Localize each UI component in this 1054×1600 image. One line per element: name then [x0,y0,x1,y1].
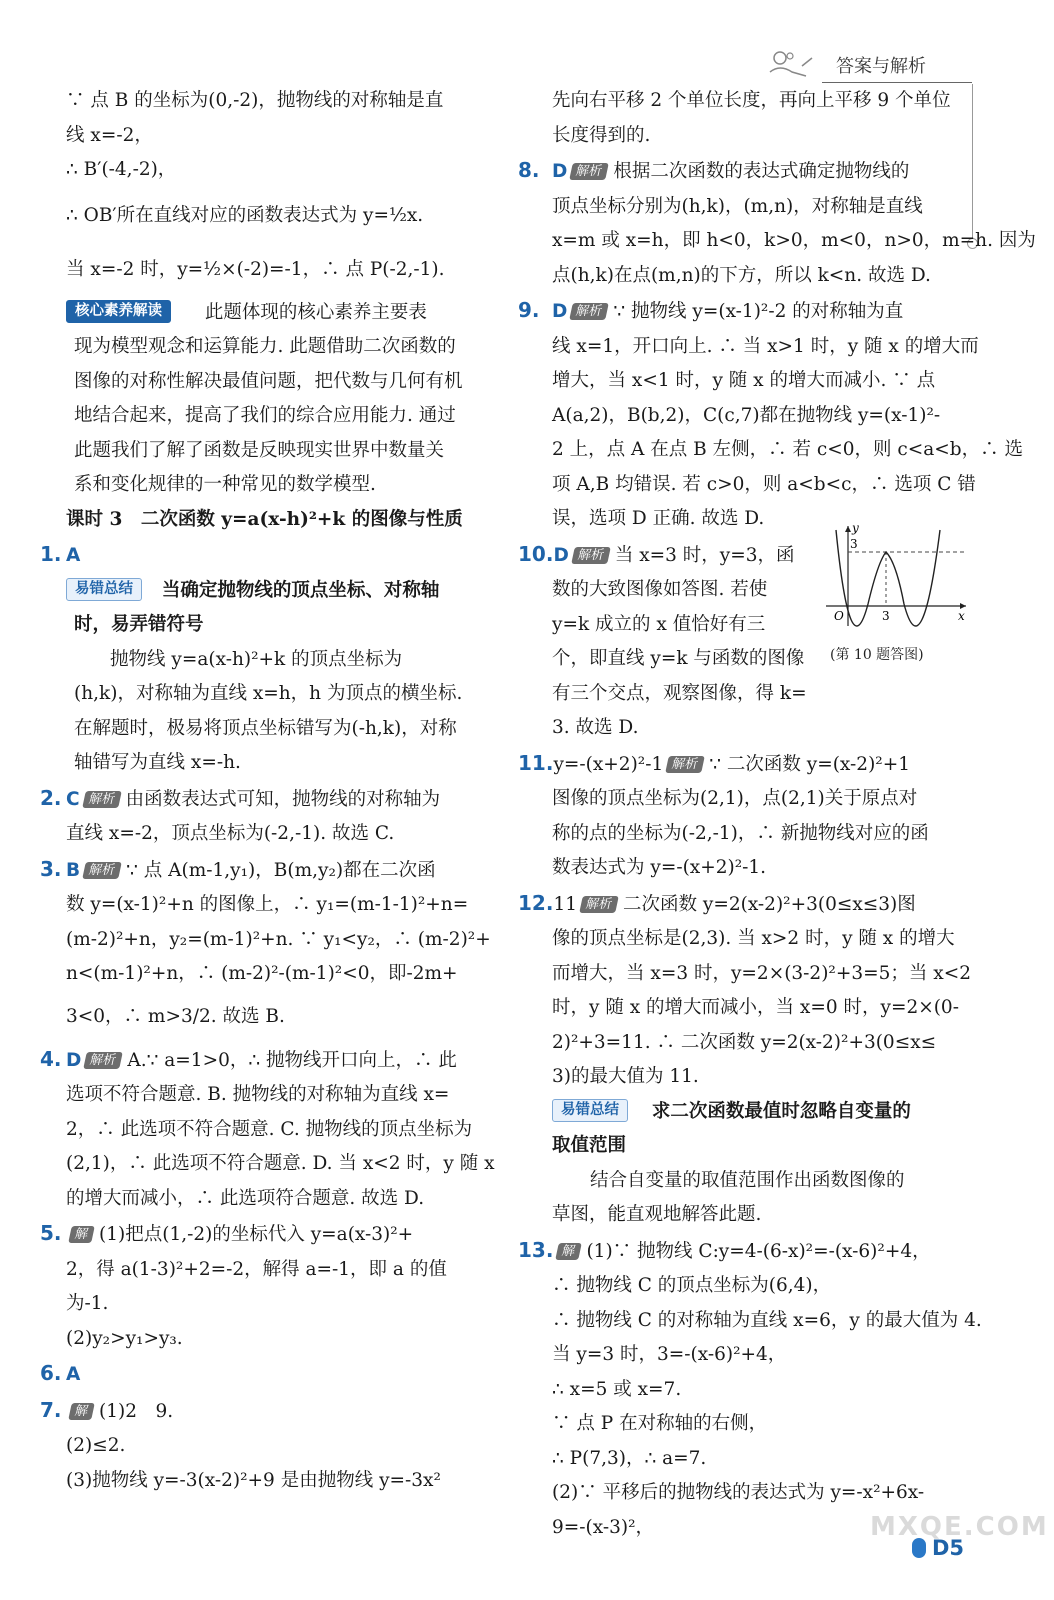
text-line: (2)∵ 平移后的抛物线的表达式为 y=-x²+6x- [552,1482,925,1503]
text-line: A.∵ a=1>0，∴ 抛物线开口向上，∴ 此 [127,1049,457,1071]
mistake-title: 时，易弄错符号 [74,614,204,635]
text-line: 点(h,k)在点(m,n)的下方，所以 k<n. 故选 D. [552,264,931,286]
analysis-tag: 解析 [571,547,611,564]
mistake-title: 求二次函数最值时忽略自变量的 [651,1100,911,1122]
question-number: 13. [518,1237,554,1262]
answer-choice: D [553,544,569,566]
answer-item-6 [40,1356,502,1393]
text-line: 线 x=1，开口向上. ∴ 当 x>1 时，y 随 x 的增大而 [552,335,979,357]
mistake-title: 当确定抛物线的顶点坐标、对称轴 [161,579,440,601]
analysis-tag: 解析 [665,756,705,773]
text-line: 图像的对称性解决最值问题，把代数与几何有机 [74,370,463,392]
text-line: 2 上，点 A 在点 B 左侧，∴ 若 c<0，则 c<a<b，∴ 选 [552,439,1024,460]
text-line: ∵ 点 B 的坐标为(0,-2)，抛物线的对称轴是直 [66,90,444,111]
answer-item-8 [518,153,968,190]
text-line: 抛物线 y=a(x-h)²+k 的顶点坐标为 [110,648,403,670]
text-line: 草图，能直观地解答此题. [552,1204,762,1225]
question-number: 10. [518,541,554,566]
text-line: 当 x=3 时，y=3，函 [614,544,795,566]
text-line: 图像的顶点坐标为(2,1)，点(2,1)关于原点对 [552,788,918,809]
text-line: ∵ 抛物线 y=(x-1)²-2 的对称轴为直 [613,301,904,322]
text-line: y=k 成立的 x 值恰好有三 [552,613,766,635]
text-line: ∵ 点 A(m-1,y₁)，B(m,y₂)都在二次函 [126,859,436,881]
mistake-summary [40,574,502,609]
answer-value: y=-(x+2)²-1 [553,753,664,775]
answer-choice: D [552,161,568,182]
text-line: 当 x=-2 时，y=½×(-2)=-1，∴ 点 P(-2,-1). [66,258,445,280]
text-line: (2)≤2. [66,1435,126,1456]
text-line: 像的顶点坐标是(2,3). 当 x>2 时，y 随 x 的增大 [552,928,955,949]
header-rule [822,82,972,83]
text-line: 增大，当 x<1 时，y 随 x 的增大而减小. ∵ 点 [552,370,936,391]
q10-figure-caption: (第 10 题答图) [830,647,924,663]
analysis-tag: 解析 [570,163,610,180]
solution-tag: 解 [68,1226,95,1243]
text-line: 而增大，当 x=3 时，y=2×(3-2)²+3=5；当 x<2 [552,962,971,984]
text-line: 顶点坐标分别为(h,k)，(m,n)，对称轴是直线 [552,195,923,217]
answer-item-2 [40,781,502,818]
text-line: 直线 x=-2，顶点坐标为(-2,-1). 故选 C. [66,823,395,844]
answer-item-4 [40,1042,502,1079]
origin-label: O [834,609,844,623]
mistake-title: 取值范围 [552,1135,627,1156]
answer-choice: D [66,1049,82,1071]
text-line: 由函数表达式可知，抛物线的对称轴为 [125,788,441,810]
answer-choice: C [66,788,80,810]
text-line: 误，选项 D 正确. 故选 D. [552,508,765,529]
answer-item-9 [518,293,968,330]
text-line: 数 y=(x-1)²+n 的图像上，∴ y₁=(m-1-1)²+n= [66,894,469,915]
answer-choice: D [552,301,568,322]
left-column [40,84,502,1498]
text-line: (m-2)²+n，y₂=(m-1)²+n. ∵ y₁<y₂，∴ (m-2)²+ [66,928,491,950]
answer-choice: B [66,859,81,881]
text-line: 地结合起来，提高了我们的综合应用能力. 通过 [74,405,456,426]
question-number: 12. [518,890,554,915]
text-line: 根据二次函数的表达式确定抛物线的 [613,161,910,182]
text-line: ∴ x=5 或 x=7. [552,1378,682,1400]
solution-tag: 解 [556,1243,583,1260]
header-title: 答案与解析 [836,56,926,77]
text-line: n<(m-1)²+n，∴ (m-2)²-(m-1)²<0，即-2m+ [66,963,458,984]
text-line: 选项不符合题意. B. 抛物线的对称轴为直线 x= [66,1084,450,1105]
question-number: 8. [518,158,540,182]
question-number: 5. [40,1221,62,1245]
answer-item-11 [518,746,968,783]
answer-item-7 [40,1393,502,1430]
answer-choice: A [66,545,81,566]
text-line: 称的点的坐标为(-2,-1)，∴ 新抛物线对应的函 [552,822,929,844]
analysis-tag: 解析 [82,791,122,808]
question-number: 1. [40,542,62,566]
answer-item-13 [518,1233,968,1270]
text-line: 3. 故选 D. [552,717,639,738]
text-line: 数的大致图像如答图. 若使 [552,579,768,600]
text-line: 2，得 a(1-3)²+2=-2，解得 a=-1，即 a 的值 [66,1258,447,1280]
answer-item-3 [40,852,502,889]
text-line: ∵ 点 P 在对称轴的右侧， [552,1413,768,1434]
x-axis-label: x [958,609,965,623]
text-line: 9=-(x-3)²， [552,1516,655,1538]
question-number: 7. [40,1397,62,1422]
text-line: ∵ 二次函数 y=(x-2)²+1 [709,753,910,775]
text-line: 3)的最大值为 11. [552,1066,699,1087]
question-number: 4. [40,1046,62,1071]
mistake-summary [518,1095,968,1130]
answer-item-1 [40,537,502,574]
core-literacy-badge: 核心素养解读 [66,300,171,323]
text-line: 长度得到的. [552,124,651,146]
y-axis-arrow [845,526,851,532]
mistake-summary-badge: 易错总结 [552,1099,628,1122]
text-line: 3<0，∴ m>3/2. 故选 B. [66,1005,285,1027]
text-line: ∴ B′(-4,-2)， [66,159,177,180]
answer-item-5 [40,1216,502,1253]
analysis-tag: 解析 [570,303,610,320]
text-line: 的增大而减小，∴ 此选项符合题意. 故选 D. [66,1187,425,1209]
text-line: (1)2 9. [99,1400,174,1422]
text-line: 2)²+3=11. ∴ 二次函数 y=2(x-2)²+3(0≤x≤ [552,1031,937,1053]
text-line: (h,k)，对称轴为直线 x=h，h 为顶点的横坐标. [74,683,463,704]
y-axis-label: y [852,521,859,535]
text-line: (2,1)，∴ 此选项不符合题意. D. 当 x<2 时，y 随 x [66,1153,495,1174]
text-line: 2，∴ 此选项不符合题意. C. 抛物线的顶点坐标为 [66,1118,473,1140]
x-tick-label: 3 [882,609,890,623]
text-line: 项 A,B 均错误. 若 c>0，则 a<b<c，∴ 选项 C 错 [552,473,976,495]
text-line: ∴ 抛物线 C 的对称轴为直线 x=6，y 的最大值为 4. [552,1309,982,1331]
text-line: ∴ OB′所在直线对应的函数表达式为 y=½x. [66,204,424,226]
text-line: A(a,2)，B(b,2)，C(c,7)都在抛物线 y=(x-1)²- [552,404,941,426]
text-line: 线 x=-2， [66,124,153,146]
text-line: (2)y₂>y₁>y₃. [66,1327,183,1349]
text-line: x=m 或 x=h，即 h<0，k>0，m<0，n>0，m=h. 因为 [552,230,1036,251]
text-line: 先向右平移 2 个单位长度，再向上平移 9 个单位 [552,90,951,111]
core-literacy-block [40,296,502,331]
text-line: 现为模型观念和运算能力. 此题借助二次函数的 [74,336,456,357]
question-number: 2. [40,785,62,810]
text-line: 二次函数 y=2(x-2)²+3(0≤x≤3)图 [623,893,916,915]
text-line: ∴ 抛物线 C 的顶点坐标为(6,4)， [552,1275,832,1296]
lesson-title: 课时 3 二次函数 y=a(x-h)²+k 的图像与性质 [66,508,463,530]
solution-tag: 解 [68,1403,95,1420]
right-column [518,84,1036,1545]
text-line: 当 y=3 时，3=-(x-6)²+4， [552,1344,787,1365]
q10-graph-figure [820,522,968,630]
text-line: ∴ P(7,3)，∴ a=7. [552,1447,707,1469]
answer-choice: A [66,1364,81,1385]
text-line: (3)抛物线 y=-3(x-2)²+9 是由抛物线 y=-3x² [66,1469,441,1491]
y-tick-label: 3 [850,537,858,551]
text-line: (1)把点(1,-2)的坐标代入 y=a(x-3)²+ [99,1224,414,1245]
watermark: MXQE.COM [870,1512,1049,1542]
question-number: 11. [518,750,554,775]
text-line: (1)∵ 抛物线 C:y=4-(6-x)²=-(x-6)²+4， [586,1240,931,1262]
answer-item-12 [518,886,968,923]
text-line: 为-1. [66,1293,109,1314]
text-line: 系和变化规律的一种常见的数学模型. [74,474,376,495]
side-rule [972,84,973,240]
analysis-tag: 解析 [579,896,619,913]
text-line: 此题体现的核心素养主要表 [204,301,427,323]
analysis-tag: 解析 [82,862,122,879]
text-line: 结合自变量的取值范围作出函数图像的 [590,1169,905,1191]
header-doodle-icon [766,44,814,82]
question-number: 3. [40,856,62,881]
mistake-summary-badge: 易错总结 [66,578,142,601]
text-line: 数表达式为 y=-(x+2)²-1. [552,857,767,878]
text-line: 时，y 随 x 的增大而减小，当 x=0 时，y=2×(0- [552,997,959,1018]
text-line: 轴错写为直线 x=-h. [74,752,241,773]
question-number: 9. [518,298,540,322]
text-line: 有三个交点，观察图像，得 k= [552,682,807,704]
text-line: 在解题时，极易将顶点坐标错写为(-h,k)，对称 [74,717,457,739]
question-number: 6. [40,1361,62,1385]
text-line: 个，即直线 y=k 与函数的图像 [552,648,805,669]
page-number: D5 [932,1536,965,1560]
answer-value: 11 [553,893,577,915]
analysis-tag: 解析 [84,1052,124,1069]
text-line: 此题我们了解了函数是反映现实世界中数量关 [74,439,445,461]
